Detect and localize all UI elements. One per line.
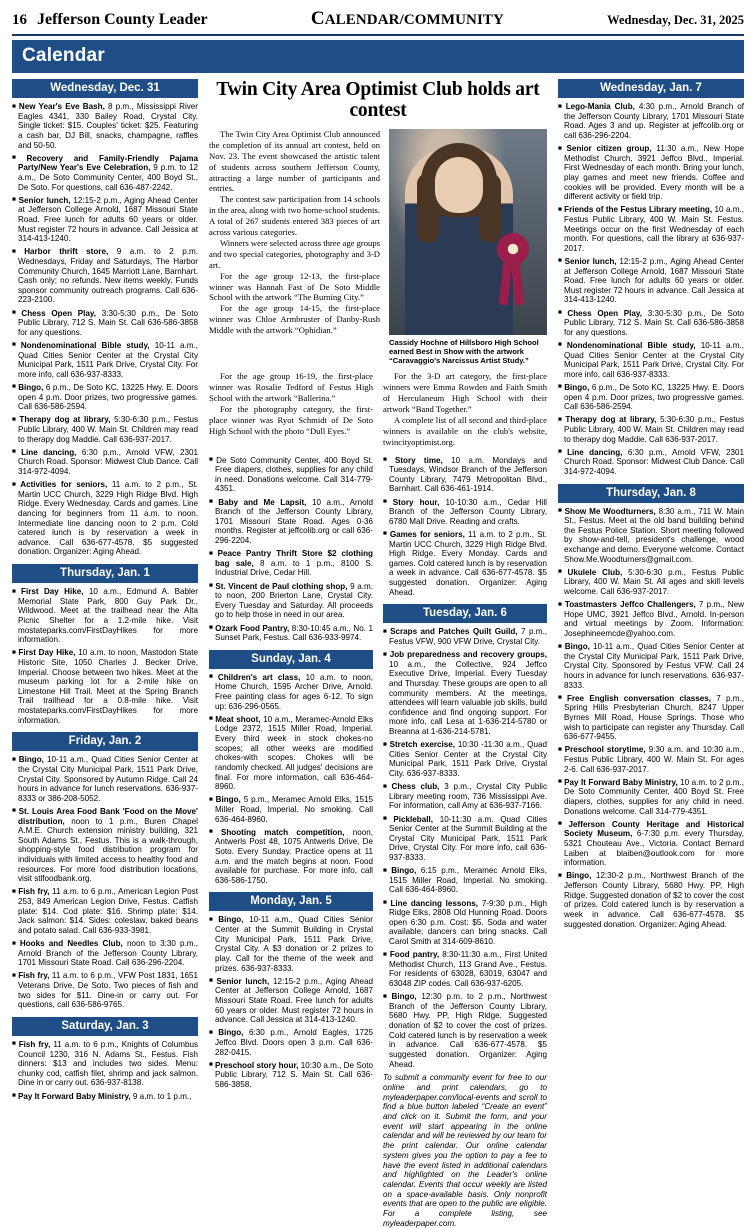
bullet-square-icon: ■ bbox=[209, 549, 216, 557]
calendar-event: ■ Chess club, 3 p.m., Crystal City Public Library meeting room, 736 Mississippi Ave. For information, call Amy at 636-937-7166. bbox=[383, 782, 547, 811]
feature-story bbox=[207, 79, 549, 448]
calendar-event: ■ Nondenominational Bible study, 10-11 a.m., Quad Cities Senior Center at the Crystal City Municipal Park, 1511 Park Drive, Crystal City. For more info, call 636-937-8333. bbox=[12, 340, 198, 379]
bullet-square-icon: ■ bbox=[558, 415, 564, 423]
calendar-event: ■ First Day Hike, 10 a.m. to noon, Mastodon State Historic Site, 1050 Charles J. Becker Drive, Imperial. Choose between two hikes. Meet at the museum parking lot for a 2-mile hike on Limestone Hill Trail. Meet at the Spring Branch Trail trailhead for a 0.8-mile hike. Visit mostateparks.com/FirstDayHikes for more information. bbox=[12, 648, 198, 725]
bullet-square-icon: ■ bbox=[558, 642, 563, 650]
calendar-event: ■ De Soto Community Center, 400 Boyd St. Free diapers, clothes, supplies for any child in need. Donations welcome. Call 314-779-4351. bbox=[209, 455, 373, 494]
calendar-event: ■ Children's art class, 10 a.m. to noon, Home Church, 1595 Archer Drive, Arnold. Free painting class for ages 6-12. To sign up: 636-296-0565. bbox=[209, 672, 373, 711]
calendar-event: ■ Fish fry, 11 a.m. to 6 p.m., American Legion Post 253, 849 American Legion Drive, Festus. Catfish plate: $14. Cod plate: $16. Shrimp plate: $14. Jack salmon: $14. Sides: coleslaw, baked beans and potato salad. Call 636-933-3981. bbox=[12, 887, 198, 935]
bullet-square-icon: ■ bbox=[558, 257, 563, 265]
calendar-event: ■ Scraps and Patches Quilt Guild, 7 p.m., Festus VFW, 900 VFW Drive, Crystal City. bbox=[383, 627, 547, 646]
day-heading: Thursday, Jan. 1 bbox=[12, 564, 198, 583]
story-paragraph: Winners were selected across three age groups and two special categories, photography and 3-D art. bbox=[209, 237, 380, 270]
bullet-square-icon: ■ bbox=[558, 568, 566, 576]
bullet-square-icon: ■ bbox=[558, 102, 564, 110]
calendar-event: ■ Peace Pantry Thrift Store $2 clothing bag sale, 8 a.m. to 1 p.m., 8100 S. Industrial Drive, Cedar Hill. bbox=[209, 549, 373, 578]
day-heading: Monday, Jan. 5 bbox=[209, 892, 373, 911]
story-paragraph: The contest saw participation from 14 schools in the area, along with two home-school students. A total of 267 students entered 383 pieces of art across various categories. bbox=[209, 194, 380, 238]
ribbon-tail-left bbox=[499, 261, 513, 306]
bullet-square-icon: ■ bbox=[12, 309, 20, 316]
submission-info: To submit a community event for free to our online and print calendars, go to myleaderpaper.com/local-events and scroll to find a blue button labeled “Create an event” and click on it. Submit the form, and your event will start appearing in the online calendar and will be reviewed by our team for the print calendar. Our online calendar system gives you the option to pay a fee to have the event listed in additional calendars and highlighted on the Leader's online calendar. Events that occur weekly are listed on a space-available basis. Only nonprofit events that are open to the public are eligible. For a complete listing, see myleaderpaper.com. bbox=[383, 1073, 547, 1228]
calendar-event: ■ Nondenominational Bible study, 10-11 a.m., Quad Cities Senior Center at the Crystal City Municipal Park, 1511 Park Drive, Crystal City. For more info, call 636-937-8333. bbox=[558, 340, 744, 379]
ribbon-rosette bbox=[497, 233, 529, 265]
bullet-square-icon: ■ bbox=[209, 977, 215, 985]
bullet-square-icon: ■ bbox=[12, 648, 17, 656]
day-heading: Friday, Jan. 2 bbox=[12, 732, 198, 751]
masthead bbox=[10, 8, 746, 34]
photo-caption: Cassidy Hochne of Hillsboro High School earned Best in Show with the artwork “Caravaggio's Narcissus Artist Study.” bbox=[389, 337, 539, 366]
left-column bbox=[12, 79, 198, 1228]
masthead-left bbox=[12, 11, 208, 29]
calendar-banner: Calendar bbox=[12, 40, 744, 73]
bullet-square-icon: ■ bbox=[209, 498, 217, 506]
center-events-right bbox=[383, 456, 547, 1228]
calendar-event: ■ Senior lunch, 12:15-2 p.m., Aging Ahead Center at Jefferson College Arnold, 1687 Missouri State Road. Free lunch for adults 60 years or older. Must register 72 hours in advance. Call Jessica at 314-413-1240. bbox=[558, 256, 744, 305]
calendar-event: ■ Fish fry, 11 a.m. to 6 p.m., VFW Post 1831, 1651 Veterans Drive, De Soto. Two pieces of fish and two sides for $11. Dine-in or carry out. For questions, call 636-586-9765. bbox=[12, 971, 198, 1010]
day-heading: Saturday, Jan. 3 bbox=[12, 1017, 198, 1036]
bullet-square-icon: ■ bbox=[12, 154, 25, 162]
calendar-event: ■ Ukulele Club, 5:30-6:30 p.m., Festus Public Library, 400 W. Main St. All ages and skill levels welcome. Call 636-937-2017. bbox=[558, 567, 744, 596]
story-paragraph: The Twin City Area Optimist Club announced the completion of its annual art contest, held on Nov. 23. The event showcased the artistic talent of students across southern Jefferson County, attracting a large number of participants and entries. bbox=[209, 128, 380, 194]
bullet-square-icon: ■ bbox=[383, 627, 389, 635]
calendar-event: ■ Pay It Forward Baby Ministry, 9 a.m. to 1 p.m., bbox=[12, 1091, 192, 1101]
calendar-event: ■ Bingo, 6 p.m., De Soto KC, 13225 Hwy. E. Doors open 4 p.m. Door prizes, two progressive games. Call 636-586-2594. bbox=[12, 382, 198, 412]
day-heading: Wednesday, Jan. 7 bbox=[558, 79, 744, 98]
calendar-event: ■ Bingo, 12:30 p.m. to 2 p.m., Northwest Branch of the Jefferson County Library, 5680 Hwy. PP, High Ridge. Suggested donation of $2 to cover the cost of prizes. Cold catered lunch is by reservation a week in advance. Call 636-677-4578. $5 suggested donation. Organizer: Aging Ahead. bbox=[383, 992, 547, 1069]
bullet-square-icon: ■ bbox=[558, 507, 563, 514]
day-heading: Sunday, Jan. 4 bbox=[209, 650, 373, 669]
bullet-square-icon: ■ bbox=[12, 102, 17, 110]
calendar-event: ■ Story hour, 10-10:30 a.m., Cedar Hill Branch of the Jefferson County Library, 6780 Mall Drive. Reading and crafts. bbox=[383, 497, 547, 526]
content-columns bbox=[10, 79, 746, 1228]
bullet-square-icon: ■ bbox=[12, 480, 19, 488]
paper-name: Jefferson County Leader bbox=[37, 11, 208, 28]
calendar-event: ■ Toastmasters Jeffco Challengers, 7 p.m., New Hope UMC, 3921 Jeffco Blvd., Arnold. In-person and virtual meetings by Zoom. Information: Josephineemcde@yahoo.com. bbox=[558, 600, 744, 638]
bullet-square-icon: ■ bbox=[209, 624, 214, 632]
calendar-event: ■ Bingo, 6 p.m., De Soto KC, 13225 Hwy. E. Doors open 4 p.m. Door prizes, two progressive games. Call 636-586-2594. bbox=[558, 382, 744, 412]
calendar-event: ■ Preschool storytime, 9:30 a.m. and 10:30 a.m., Festus Public Library, 400 W. Main St. For ages 2-6. Call 636-937-2017. bbox=[558, 745, 744, 774]
story-paragraph: A complete list of all second and third-place winners is available on the club's website, twincityoptimist.org. bbox=[383, 414, 547, 447]
bullet-square-icon: ■ bbox=[558, 871, 565, 879]
page-number: 16 bbox=[12, 12, 27, 28]
story-headline: Twin City Area Optimist Club holds art contest bbox=[216, 79, 540, 122]
award-ribbon-icon bbox=[493, 233, 533, 305]
calendar-event: ■ New Year's Eve Bash, 8 p.m., Mississippi River Eagles 4341, 330 Bailey Road, Crystal City. Single ticket: $15. Couples' ticket: $25. Featuring a cash bar, DJ Bill, snacks, champagne, raffles and 50-50. bbox=[12, 102, 198, 150]
day-heading: Thursday, Jan. 8 bbox=[558, 484, 744, 503]
bullet-square-icon: ■ bbox=[209, 715, 214, 723]
calendar-event: ■ Therapy dog at library, 5:30-6:30 p.m., Festus Public Library, 400 W. Main St. Children may read to therapy dog Maddie. Call 636-937-2017. bbox=[12, 415, 198, 444]
calendar-event: ■ Recovery and Family-Friendly Pajama Party/New Year's Eve Celebration, 9 p.m. to 12 a.m., De Soto Community Center, 400 Boyd St., De Soto. For questions, call 636-487-2242. bbox=[12, 153, 198, 192]
calendar-event: ■ First Day Hike, 10 a.m., Edmund A. Babler Memorial State Park, 800 Guy Park Dr., Wildwood. Meet at the trailhead near the Alta Picnic Shelter for a 1.2-mile hike. Visit mostateparks.com/FirstDayHikes for more information. bbox=[12, 587, 199, 645]
ribbon-tail-right bbox=[511, 261, 525, 306]
story-bottom bbox=[209, 371, 547, 447]
calendar-event: ■ Story time, 10 a.m. Mondays and Tuesdays, Windsor Branch of the Jefferson County Library, 7479 Metropolitan Blvd., Barnhart. Call 636-461-1914. bbox=[383, 455, 547, 494]
calendar-event: ■ Show Me Woodturners, 8:30 a.m., 711 W. Main St., Festus. Meet at the old band building behind the Festus Police Station. Short meeting followed by show-and-tell, president's challenge, wood exchange and demo. Everyone welcome. Contact Show.Me.Woodturners@gmail.com. bbox=[558, 506, 744, 564]
calendar-event: ■ Chess Open Play, 3:30-5:30 p.m., De Soto Public Library, 712 S. Main St. Call 636-586-3858 for any questions. bbox=[12, 308, 198, 337]
bullet-square-icon: ■ bbox=[558, 383, 563, 391]
calendar-event: ■ Pickleball, 10-11:30 a.m. Quad Cities Senior Center at the Summit Building at the Crystal City Municipal Park, 1511 Park Drive, Crystal City. For more info, call 636-937-8333. bbox=[383, 814, 547, 863]
calendar-event: ■ Line dancing, 6:30 p.m., Arnold VFW, 2301 Church Road. Sponsor: Midwest Club Dance. Call 314-972-4094. bbox=[558, 447, 744, 476]
calendar-event: ■ Activities for seniors, 11 a.m. to 2 p.m., St. Martin UCC Church, 3229 High Ridge Blvd. High Ridge. Every Wednesday. Cards and games. Line dancing for beginners from 11 a.m. to noon. Intermediate line dancing noon to 2 p.m. Cold catered lunch is by reservation a week in advance. Call 636-677-4578. $5 suggested donation. Organizer: Aging Ahead. bbox=[12, 480, 198, 557]
story-paragraph: For the age group 16-19, the first-place winner was Rosalie Tedford of Festus High School with the artwork “Ballerina.” bbox=[209, 371, 373, 404]
bullet-square-icon: ■ bbox=[12, 1040, 17, 1048]
calendar-event: ■ Ozark Food Pantry, 8:30-10:45 a.m., No. 1 Sunset Park, Festus. Call 636-933-9974. bbox=[209, 623, 373, 643]
calendar-event: ■ St. Louis Area Food Bank 'Food on the Move' distribution, noon to 1 p.m., Buren Chapel A.M.E. Church extension ministry building, 321 South Adams St., Festus. This is a walk-through, shopping-style food distribution program for individuals with limited access to healthy food and resources. For more food distribution locations, visit stlfoodbank.org. bbox=[12, 806, 198, 884]
calendar-event: ■ Friends of the Festus Library meeting, 10 a.m., Festus Public Library, 400 W. Main St. Festus. Meetings occur on the first Wednesday of each month. For questions, call the library at 636-937-2017. bbox=[558, 205, 744, 253]
bullet-square-icon: ■ bbox=[558, 745, 563, 753]
calendar-event: ■ Senior citizen group, 11:30 a.m., New Hope Methodist Church, 3921 Jeffco Blvd., Imperial. First Wednesday of each month. Bring your lunch, play games and meet new friends. Coffee and cookies will be provided. Every month will be a different activity or field trip. bbox=[558, 144, 744, 202]
masthead-rule bbox=[12, 34, 744, 36]
calendar-event: ■ Line dancing lessons, 7-9:30 p.m., High Ridge Elks, 2808 Old Hunning Road. Doors open 6:30 p.m. Cost: $5. Soda and water available; dancers can bring snacks. Call Carol Smith at 314-609-8610. bbox=[383, 898, 547, 947]
calendar-event: ■ Free English conversation classes, 7 p.m., Spring Hills Presbyterian Church, 8247 Upper Byrnes Mill Road, House Springs. Those who wish to participate can register any Thursday. Call 636-677-9455. bbox=[558, 693, 744, 742]
bullet-square-icon: ■ bbox=[12, 415, 18, 423]
calendar-event: ■ Baby and Me Lapsit, 10 a.m., Arnold Branch of the Jefferson County Library, 1701 Missouri State Road. Ages 0-36 months. Register at jeffcolib.org or call 636-296-2204. bbox=[209, 497, 373, 546]
bullet-square-icon: ■ bbox=[12, 939, 18, 947]
day-heading: Tuesday, Jan. 6 bbox=[383, 604, 547, 623]
calendar-event: ■ Therapy dog at library, 5:30-6:30 p.m., Festus Public Library, 400 W. Main St. Children may read to therapy dog Maddie. Call 636-937-2017. bbox=[558, 415, 744, 444]
calendar-event: ■ Hooks and Needles Club, noon to 3:30 p.m., Arnold Branch of the Jefferson County Library, 1701 Missouri State Road. Call 636-296-2204. bbox=[12, 939, 198, 968]
bullet-square-icon: ■ bbox=[383, 650, 388, 658]
bullet-square-icon: ■ bbox=[12, 1092, 16, 1099]
bullet-square-icon: ■ bbox=[558, 600, 563, 608]
bullet-square-icon: ■ bbox=[558, 144, 565, 152]
calendar-event: ■ Fish fry, 11 a.m. to 6 p.m., Knights of Columbus Council 1230, 316 N. Adams St., Festus. Fish dinners: $13 and includes two sides. Menu: chunky cod, catfish filet, shrimp and jack salmon. Dine in or carry out. 636-937-8138. bbox=[12, 1039, 198, 1088]
bullet-square-icon: ■ bbox=[558, 309, 566, 316]
calendar-event: ■ Games for seniors, 11 a.m. to 2 p.m., St. Martin UCC Church, 3229 High Ridge Blvd. High Ridge. Every Monday. Cards and games. Cold catered lunch is by reservation a week in advance. Call 636-677-4578. $5 suggested donation. Organizer: Aging Ahead. bbox=[383, 529, 547, 597]
bullet-square-icon: ■ bbox=[558, 694, 565, 702]
calendar-event: ■ St. Vincent de Paul clothing shop, 9 a.m. to noon, 200 Brierton Lane, Crystal City. Every Tuesday and Saturday. All proceeds go to help those in need in our area. bbox=[209, 581, 373, 620]
calendar-event: ■ Preschool story hour, 10:30 a.m., De Soto Public Library, 712 S. Main St. Call 636-586-3858. bbox=[209, 1060, 373, 1089]
bullet-square-icon: ■ bbox=[12, 971, 17, 979]
bullet-square-icon: ■ bbox=[209, 456, 215, 464]
bullet-square-icon: ■ bbox=[12, 383, 17, 391]
bullet-square-icon: ■ bbox=[12, 196, 17, 204]
bullet-square-icon: ■ bbox=[383, 992, 390, 1000]
bullet-square-icon: ■ bbox=[383, 815, 392, 823]
bullet-square-icon: ■ bbox=[12, 247, 23, 255]
story-body-left bbox=[209, 129, 380, 365]
bullet-square-icon: ■ bbox=[12, 448, 20, 456]
bullet-square-icon: ■ bbox=[12, 807, 17, 815]
story-top bbox=[209, 129, 547, 365]
bullet-square-icon: ■ bbox=[383, 498, 391, 506]
calendar-event: ■ Lego-Mania Club, 4:30 p.m., Arnold Branch of the Jefferson County Library, 1701 Missouri State Road. Ages 3 and up. Register at jeffcolib.org or call 636-296-2204. bbox=[558, 102, 744, 140]
calendar-event: ■ Bingo, 10-11 a.m., Quad Cities Senior Center at the Crystal City Municipal Park, 1511 Park Drive, Crystal City. Sponsored by Autumn Ridge. Call 24 hours in advance for lunch reservations. 636-937-8333 or 386-208-5052. bbox=[12, 755, 198, 803]
story-body-continued bbox=[209, 371, 373, 447]
bullet-square-icon: ■ bbox=[383, 530, 388, 538]
bullet-square-icon: ■ bbox=[383, 899, 389, 907]
center-events-left bbox=[209, 456, 373, 1228]
calendar-event: ■ Senior lunch, 12:15-2 p.m., Aging Ahead Center at Jefferson College Arnold, 1687 Missouri State Road. Free lunch for adults 60 years or older. Must register 72 hours in advance. Call Jessica at 314-413-1240. bbox=[209, 976, 373, 1025]
day-heading: Wednesday, Dec. 31 bbox=[12, 79, 198, 98]
calendar-event: ■ Bingo, 5 p.m., Meramec Arnold Elks, 1515 Miller Road, Imperial. No smoking. Call 636-464-8960. bbox=[209, 795, 373, 824]
story-body-right bbox=[383, 371, 547, 447]
bullet-square-icon: ■ bbox=[383, 950, 388, 958]
bullet-square-icon: ■ bbox=[209, 795, 214, 803]
bullet-square-icon: ■ bbox=[558, 205, 563, 213]
right-column bbox=[558, 79, 744, 1228]
story-photo bbox=[389, 129, 547, 335]
calendar-event: ■ Shooting match competition, noon, Antwerls Post 48, 1075 Antwerls Drive, De Soto. Every Sunday. Practice opens at 11 a.m. and the match begins at noon. Food available for purchase. For more info, call 636-586-1750. bbox=[209, 827, 373, 885]
calendar-event: ■ Pay It Forward Baby Ministry, 10 a.m. to 2 p.m., De Soto Community Center, 400 Boyd St. Free diapers, clothes, supplies for any child in need. Donations welcome. Call 314-779-4351. bbox=[558, 777, 744, 816]
bullet-square-icon: ■ bbox=[558, 820, 567, 828]
bullet-square-icon: ■ bbox=[383, 456, 393, 464]
bullet-square-icon: ■ bbox=[383, 782, 390, 790]
bullet-square-icon: ■ bbox=[558, 778, 563, 786]
calendar-event: ■ Bingo, 6:30 p.m., Arnold Eagles, 1725 Jeffco Blvd. Doors open 3 p.m. Call 636-282-0415. bbox=[209, 1028, 373, 1057]
bullet-square-icon: ■ bbox=[209, 1028, 217, 1036]
story-photo-block bbox=[389, 129, 547, 365]
publication-date: Wednesday, Dec. 31, 2025 bbox=[607, 13, 744, 27]
bullet-square-icon: ■ bbox=[12, 887, 17, 895]
calendar-event: ■ Harbor thrift store, 9 a.m. to 2 p.m. Wednesdays, Friday and Saturdays, The Harbor Community Church, 1645 Marriott Lane, Barnhart. Cash only; no refunds. New items weekly. Funds sponsor community outreach programs. Call 636-223-2100. bbox=[12, 247, 198, 305]
bullet-square-icon: ■ bbox=[383, 866, 390, 874]
bullet-square-icon: ■ bbox=[12, 755, 17, 763]
section-title-text: C bbox=[310, 8, 325, 29]
calendar-event: ■ Stretch exercise, 10:30 -11:30 a.m., Quad Cities Senior Center at the Crystal City Municipal Park, 1511 Park Drive, Crystal City. 636-937-8333. bbox=[383, 740, 547, 779]
center-column bbox=[207, 79, 549, 1228]
story-paragraph: For the photography category, the first-place winner was Ryot Schmidt of De Soto High School with the photo “Dull Eyes.” bbox=[209, 403, 373, 436]
calendar-event: ■ Line dancing, 6:30 p.m., Arnold VFW, 2301 Church Road. Sponsor: Midwest Club Dance. Call 314-972-4094. bbox=[12, 447, 198, 476]
section-title bbox=[311, 8, 504, 30]
story-paragraph: For the age group 14-15, the first-place winner was Chloe Armbruster of Danby-Rush Middle with the artwork “Ophidian.” bbox=[209, 303, 380, 336]
calendar-event: ■ Bingo, 12:30-2 p.m., Northwest Branch of the Jefferson County Library, 5680 Hwy. PP, High Ridge. Suggested donation of $2 to cover the cost of prizes. Cold catered lunch is by reservation a week in advance. Call 636-677-4578. $5 suggested donation. Organizer: Aging Ahead. bbox=[558, 871, 744, 929]
bullet-square-icon: ■ bbox=[558, 448, 566, 456]
bullet-square-icon: ■ bbox=[383, 740, 388, 748]
calendar-event: ■ Job preparedness and recovery groups, 10 a.m., the Collective, 924 Jeffco Executive Drive, Imperial. Every Tuesday and Thursday. These groups are open to all community members. At the meetings, attendees will learn valuable job skills, build confidence and find ongoing support. For more info, call Lesa at 1-636-214-5780 or Breanna at 1-636-214-5781. bbox=[383, 650, 547, 737]
bullet-square-icon: ■ bbox=[209, 582, 214, 590]
calendar-event: ■ Bingo, 10-11 a.m., Quad Cities Senior Center at the Crystal City Municipal Park, 1511 Park Drive, Crystal City. Sponsored by Festus VFW. Call 24 hours in advance for lunch reservations. 636-937-8333. bbox=[558, 642, 744, 690]
center-event-columns bbox=[207, 456, 549, 1228]
photo-face bbox=[435, 157, 483, 213]
bullet-square-icon: ■ bbox=[209, 915, 217, 923]
calendar-event: ■ Bingo, 10-11 a.m., Quad Cities Senior Center at the Summit Building in Crystal City Municipal Park, 1511 Park Drive, Crystal City. A $3 donation or 2 prizes to play. Call for the theme of the week and prizes. 636-937-8333. bbox=[209, 915, 373, 973]
calendar-event: ■ Meat shoot, 10 a.m., Meramec-Arnold Elks Lodge 2372, 1515 Miller Road, Imperial. Every third week in stock chokes-no scopes; all other weeks are modified chokes-with scopes. Chokes will be randomly checked. All judges' decisions are final. For more information, call 636-464-8960. bbox=[209, 714, 373, 792]
section-title-rest: ALENDAR/COMMUNITY bbox=[324, 12, 504, 28]
bullet-square-icon: ■ bbox=[209, 673, 216, 681]
calendar-event: ■ Jefferson County Heritage and Historical Society Museum, 6-7:30 p.m. every Thursday, 5321 Chouteau Ave., Victoria. Contact Bernard Laiben at blaiben@outlook.com for more information. bbox=[558, 819, 745, 868]
bullet-square-icon: ■ bbox=[209, 828, 219, 836]
calendar-event: ■ Senior lunch, 12:15-2 p.m., Aging Ahead Center at Jefferson College Arnold, 1687 Missouri State Road. Free lunch for adults 60 years or older. Must register 72 hours in advance. Call Jessica at 314-413-1240. bbox=[12, 195, 198, 244]
bullet-square-icon: ■ bbox=[558, 341, 565, 349]
story-paragraph: For the 3-D art category, the first-place winners were Emma Rowden and Faith Smith of Herculaneum High School with their artwork “Band Together.” bbox=[383, 371, 547, 414]
bullet-square-icon: ■ bbox=[12, 587, 20, 595]
bullet-square-icon: ■ bbox=[12, 341, 19, 349]
bullet-square-icon: ■ bbox=[209, 1061, 214, 1069]
calendar-event: ■ Bingo, 6:15 p.m., Meramec Arnold Elks, 1515 Miller Road, Imperial. No smoking. Call 636-464-8960. bbox=[383, 866, 547, 895]
calendar-event: ■ Food pantry, 8:30-11:30 a.m., First United Methodist Church, 113 Grand Ave., Festus. For residents of 63028, 63019, 63047 and 63048 ZIP codes. Call 636-937-6205. bbox=[383, 950, 547, 989]
calendar-event: ■ Chess Open Play, 3:30-5:30 p.m., De Soto Public Library, 712 S. Main St. Call 636-586-3858 for any questions. bbox=[558, 308, 744, 337]
story-paragraph: For the age group 12-13, the first-place winner was Hannah Fast of De Soto Middle School with the artwork “The Burning City.” bbox=[209, 270, 380, 303]
